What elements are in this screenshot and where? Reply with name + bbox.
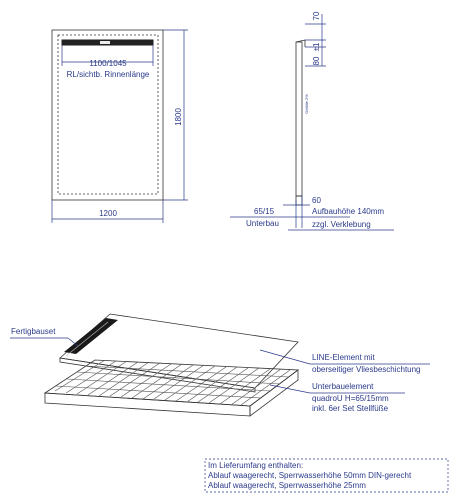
label-aufbauhoehe: Aufbauhöhe 140mm — [312, 207, 385, 216]
substructure-element — [45, 360, 298, 416]
channel-length-label: RL/sichtb. Rinnenlänge — [66, 70, 150, 79]
slope-note: Gefälle 2% — [304, 94, 309, 114]
dim-80: 80 — [312, 56, 321, 66]
label-unterbau: Unterbau — [246, 219, 279, 228]
label-stellfuesse: inkl. 6er Set Stellfüße — [312, 404, 389, 413]
label-fertigbauset: Fertigbauset — [11, 327, 56, 336]
label-quadrou: quadroU H=65/15mm — [312, 394, 389, 403]
label-line-element: LINE-Element mit — [312, 353, 375, 362]
exploded-view — [10, 314, 430, 416]
width-dim-text: 1200 — [99, 209, 117, 218]
channel-dim-text: 1100/1045 — [89, 59, 127, 68]
delivery-line-1: Ablauf waagerecht, Sperrwasserhöhe 50mm DIN-gerecht — [208, 471, 412, 480]
delivery-title: Im Lieferumfang enthalten: — [208, 461, 304, 470]
delivery-line-2: Ablauf waagerecht, Sperrwasserhöhe 25mm — [208, 481, 366, 490]
label-line-coating: oberseitiger Vliesbeschichtung — [312, 365, 421, 374]
height-dim-text: 1800 — [174, 108, 183, 126]
dim-70: 70 — [312, 11, 321, 21]
side-view — [230, 11, 394, 230]
dim-plus-minus: ±1 — [312, 42, 321, 52]
delivery-box — [205, 459, 448, 492]
side-base — [296, 196, 302, 205]
dim-60: 60 — [312, 196, 321, 205]
side-profile — [296, 42, 302, 196]
plan-view — [52, 30, 188, 223]
tray-outline — [52, 30, 163, 200]
drain-outlet — [100, 41, 110, 44]
label-verklebung: zzgl. Verklebung — [312, 220, 371, 229]
label-unterbauelement: Unterbauelement — [312, 382, 374, 391]
dim-65-15: 65/15 — [254, 207, 275, 216]
